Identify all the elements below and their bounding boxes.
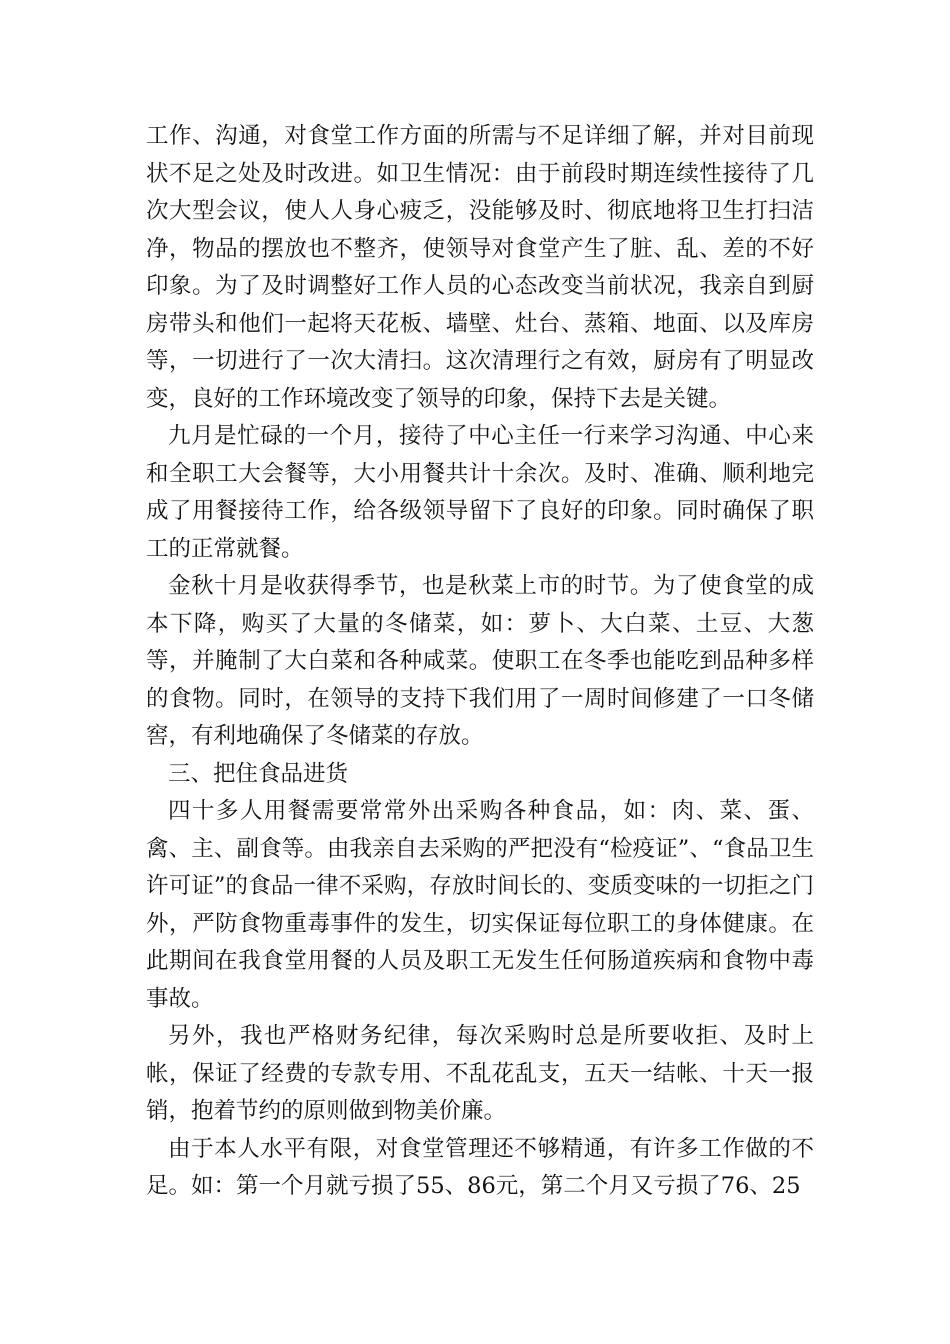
paragraph-hygiene-cleanup: 工作、沟通，对食堂工作方面的所需与不足详细了解，并对目前现状不足之处及时改进。如卫生情况：由于前段时期连续性接待了几次大型会议，使人人身心疲乏，没能够及时、彻底地将卫生打扫洁净，物品的摆放也不整齐，使领导对食堂产生了脏、乱、差的不好印象。为了及时调整好工作人员的心态改变当前状况，我亲自到厨房带头和他们一起将天花板、墙壁、灶台、蒸箱、地面、以及库房等，一切进行了一次大清扫。这次清理行之有效，厨房有了明显改变，良好的工作环境改变了领导的印象，保持下去是关键。 (146, 123, 814, 412)
paragraph-finance: 另外，我也严格财务纪律，每次采购时总是所要收拒、及时上帐，保证了经费的专款专用、不乱花乱支，五天一结帐、十天一报销，抱着节约的原则做到物美价廉。 (146, 1023, 814, 1124)
document-body (146, 118, 814, 1206)
paragraph-october: 金秋十月是收获得季节，也是秋菜上市的时节。为了使食堂的成本下降，购买了大量的冬储菜，如：萝卜、大白菜、土豆、大葱等，并腌制了大白菜和各种咸菜。使职工在冬季也能吃到品种多样的食物。同时，在领导的支持下我们用了一周时间修建了一口冬储窖，有利地确保了冬储菜的存放。 (146, 573, 814, 749)
paragraph-shortcomings: 由于本人水平有限，对食堂管理还不够精通，有许多工作做的不足。如：第一个月就亏损了55、86元，第二个月又亏损了76、25 (146, 1135, 814, 1199)
paragraph-food-purchase: 四十多人用餐需要常常外出采购各种食品，如：肉、菜、蛋、禽、主、副食等。由我亲自去采购的严把没有“检疫证”、“食品卫生许可证”的食品一律不采购，存放时间长的、变质变味的一切拒之门外，严防食物重毒事件的发生，切实保证每位职工的身体健康。在此期间在我食堂用餐的人员及职工无发生任何肠道疾病和食物中毒事故。 (146, 798, 814, 1012)
paragraph-september: 九月是忙碌的一个月，接待了中心主任一行来学习沟通、中心来和全职工大会餐等，大小用餐共计十余次。及时、准确、顺利地完成了用餐接待工作，给各级领导留下了良好的印象。同时确保了职工的正常就餐。 (146, 423, 814, 562)
section-heading-food-purchase: 三、把住食品进货 (168, 760, 349, 787)
